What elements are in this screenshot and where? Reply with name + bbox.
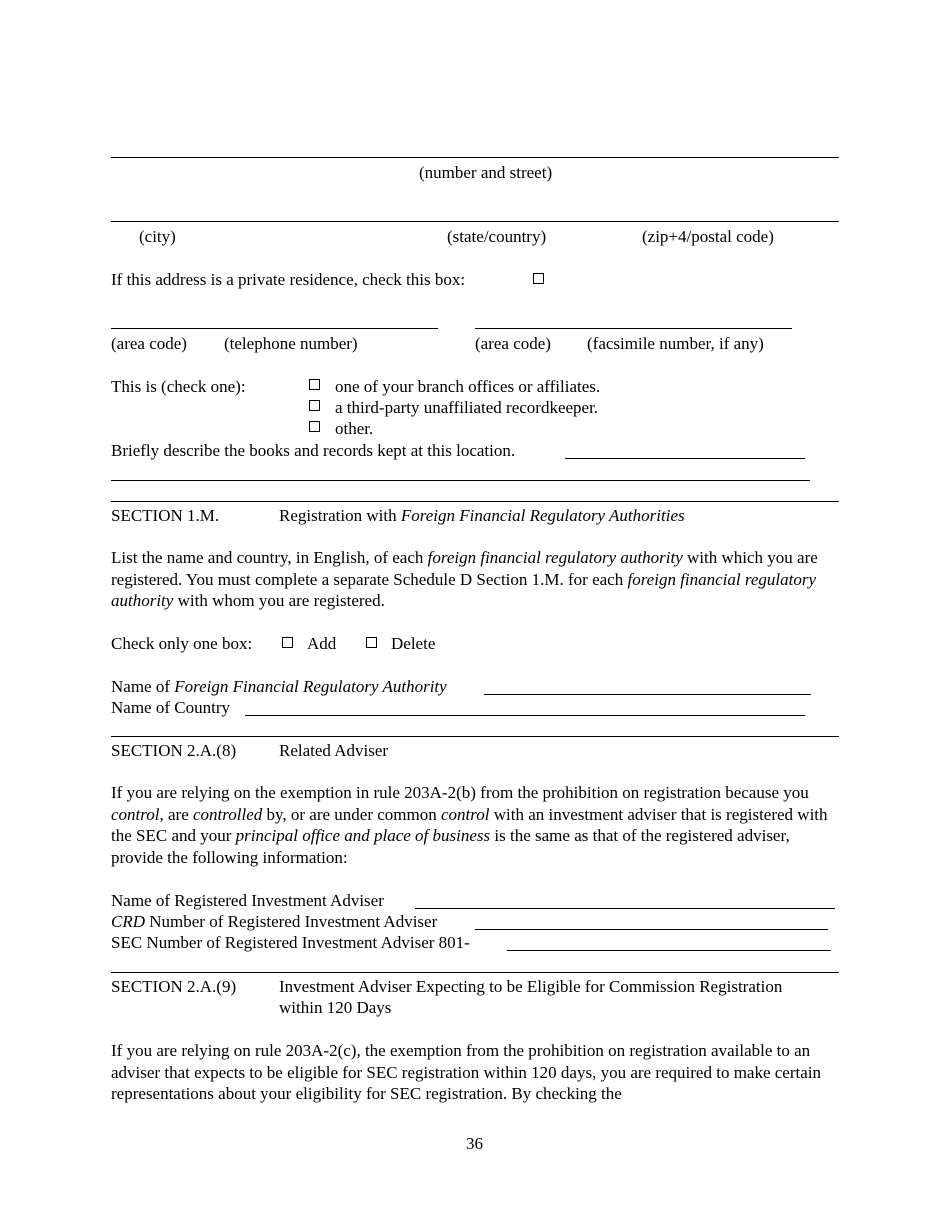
p1m-b: foreign financial regulatory authority (427, 548, 683, 567)
street-line[interactable] (111, 157, 839, 158)
section-divider-2a8 (111, 736, 839, 737)
zip-caption: (zip+4/postal code) (642, 227, 774, 246)
add-checkbox[interactable] (282, 637, 293, 648)
foreign-authority-italic: Foreign Financial Regulatory Authority (174, 677, 447, 696)
page-number: 36 (466, 1134, 483, 1153)
p2a8-f: control (441, 804, 490, 824)
section-1m-title-prefix: Registration with (279, 506, 397, 525)
p2a8-i: is the same as that of the registered adviser, provide the following information: (111, 826, 790, 867)
section-1m-title-italic: Foreign Financial Regulatory Authorities (400, 506, 685, 525)
crd-rest: Number of Registered Investment Adviser (149, 912, 438, 931)
section-2a9-paragraph: If you are relying on rule 203A-2(c), the exemption from the prohibition on registration available to an adviser that expects to be eligible for SEC registration within 120 days, you are required to make certain representations about your eligibility for SEC registration. By checking the (111, 1041, 822, 1103)
describe-books-text: Briefly describe the books and records kept at this location. (111, 441, 516, 460)
section-2a9-title-line-1: Investment Adviser Expecting to be Eligible for Commission Registration (279, 977, 783, 996)
section-2a8-title: Related Adviser (279, 741, 389, 760)
country-label: Name of Country (111, 698, 230, 717)
other-checkbox[interactable] (309, 421, 320, 432)
describe-books-line-1[interactable] (565, 458, 805, 459)
private-residence-text: If this address is a private residence, check this box: (111, 270, 466, 289)
p2a8-d: controlled (193, 804, 263, 824)
p2a8-h: principal office and place of business (235, 826, 491, 845)
registered-adviser-name-line[interactable] (415, 908, 835, 909)
telephone-caption: (telephone number) (224, 334, 358, 353)
section-1m-title (279, 505, 685, 526)
section-divider-1m (111, 501, 839, 502)
private-residence-checkbox[interactable] (533, 273, 544, 284)
p2a8-g: with an investment adviser that is registered with the SEC and your (111, 804, 828, 845)
delete-checkbox[interactable] (366, 637, 377, 648)
other-option: other. (335, 419, 374, 438)
add-label: Add (307, 634, 337, 653)
facsimile-caption: (facsimile number, if any) (587, 334, 764, 353)
sec-number-label: SEC Number of Registered Investment Adviser 801- (111, 933, 470, 952)
country-line[interactable] (245, 715, 805, 716)
p1m-a: List the name and country, in English, of each (111, 548, 424, 567)
area-code-caption-2: (area code) (475, 334, 551, 353)
section-2a8-number: SECTION 2.A.(8) (111, 741, 237, 760)
crd-number-line[interactable] (475, 929, 828, 930)
check-only-one-label: Check only one box: (111, 634, 253, 653)
p2a8-a: If you are relying on the exemption in rule 203A-2(b) from the prohibition on registration because you (111, 783, 809, 802)
p1m-e: with whom you are registered. (177, 591, 385, 610)
p2a8-b: control (111, 804, 160, 824)
street-caption: (number and street) (419, 163, 553, 182)
section-divider-2a9 (111, 972, 839, 973)
p1m-d: foreign financial regulatory authority (111, 569, 817, 610)
foreign-authority-line[interactable] (484, 694, 811, 695)
registered-adviser-name-label: Name of Registered Investment Adviser (111, 891, 384, 910)
p1m-c: with which you are registered. You must complete a separate Schedule D Section 1.M. for each (111, 548, 818, 589)
branch-office-checkbox[interactable] (309, 379, 320, 390)
sec-number-line[interactable] (507, 950, 831, 951)
section-1m-paragraph (111, 547, 839, 612)
section-1m-number: SECTION 1.M. (111, 506, 220, 525)
area-code-caption-1: (area code) (111, 334, 187, 353)
state-caption: (state/country) (447, 227, 547, 246)
p2a8-e: by, or are under common (266, 804, 437, 824)
city-caption: (city) (139, 227, 176, 246)
third-party-option: a third-party unaffiliated recordkeeper. (335, 398, 599, 417)
crd-italic: CRD (111, 912, 145, 931)
crd-number-label (111, 911, 437, 932)
section-2a9-title-line-2: within 120 Days (279, 998, 392, 1017)
foreign-authority-label (111, 676, 447, 697)
describe-books-line-2[interactable] (111, 480, 810, 481)
section-2a9-number: SECTION 2.A.(9) (111, 977, 237, 996)
branch-office-option: one of your branch offices or affiliates. (335, 377, 601, 396)
name-of-prefix: Name of (111, 677, 171, 696)
telephone-line[interactable] (111, 328, 438, 329)
check-one-label: This is (check one): (111, 377, 246, 396)
third-party-checkbox[interactable] (309, 400, 320, 411)
delete-label: Delete (391, 634, 436, 653)
city-state-zip-line[interactable] (111, 221, 839, 222)
p2a8-c: , are (159, 804, 189, 824)
facsimile-line[interactable] (475, 328, 792, 329)
section-2a8-paragraph (111, 782, 839, 868)
